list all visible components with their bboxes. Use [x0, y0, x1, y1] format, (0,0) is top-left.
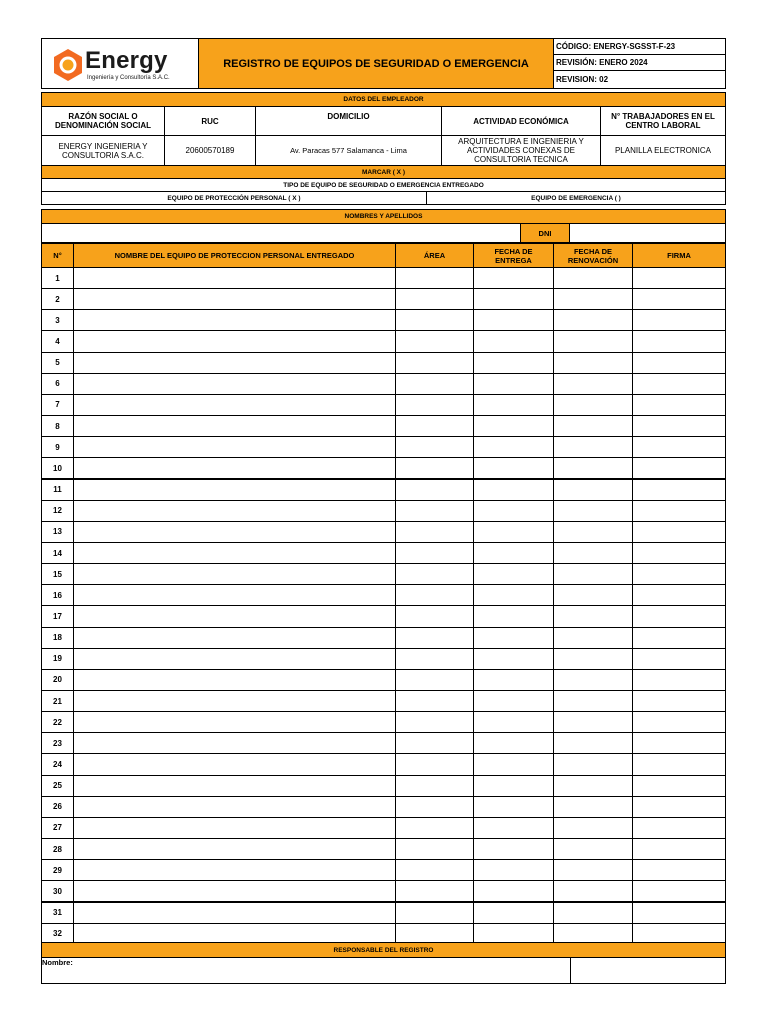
col-header-num: N° [41, 243, 74, 268]
fecha-renovacion-cell[interactable] [553, 479, 633, 501]
firma-cell[interactable] [632, 775, 726, 797]
table-row [41, 479, 726, 501]
row-number: 17 [41, 605, 74, 627]
row-number: 1 [41, 267, 74, 289]
row-number: 14 [41, 542, 74, 564]
fecha-renovacion-cell[interactable] [553, 394, 633, 416]
row-number: 12 [41, 500, 74, 522]
trabajadores-label: N° TRABAJADORES EN EL CENTRO LABORAL [600, 106, 726, 136]
fecha-entrega-cell[interactable] [473, 309, 554, 331]
firma-cell[interactable] [632, 711, 726, 733]
form-sheet [41, 38, 726, 984]
equipo-cell[interactable] [73, 309, 396, 331]
dni-field[interactable] [569, 223, 726, 243]
area-cell[interactable] [395, 267, 474, 289]
area-cell[interactable] [395, 711, 474, 733]
area-cell[interactable] [395, 753, 474, 775]
empleador-section-title: DATOS DEL EMPLEADOR [41, 92, 726, 107]
row-number: 13 [41, 521, 74, 543]
area-cell[interactable] [395, 690, 474, 712]
row-number: 6 [41, 373, 74, 395]
area-cell[interactable] [395, 584, 474, 606]
row-number: 21 [41, 690, 74, 712]
area-cell[interactable] [395, 330, 474, 352]
firma-cell[interactable] [632, 859, 726, 881]
equipo-cell[interactable] [73, 288, 396, 310]
logo-wordmark: Energy [85, 47, 168, 74]
row-number: 19 [41, 648, 74, 670]
area-cell[interactable] [395, 859, 474, 881]
table-row [41, 584, 726, 606]
table-row [41, 330, 726, 352]
logo-cell [41, 38, 199, 89]
col-header-equipo: NOMBRE DEL EQUIPO DE PROTECCION PERSONAL ENTREGADO [73, 243, 396, 268]
table-row [41, 394, 726, 416]
domicilio-label: DOMICILIO [255, 106, 442, 136]
area-cell[interactable] [395, 542, 474, 564]
table-row [41, 309, 726, 331]
fecha-entrega-cell[interactable] [473, 775, 554, 797]
firma-cell[interactable] [632, 267, 726, 289]
firma-cell[interactable] [632, 690, 726, 712]
fecha-renovacion-cell[interactable] [553, 711, 633, 733]
fecha-renovacion-cell[interactable] [553, 352, 633, 374]
fecha-renovacion-cell[interactable] [553, 880, 633, 902]
firma-cell[interactable] [632, 500, 726, 522]
firma-cell[interactable] [632, 817, 726, 839]
firma-cell[interactable] [632, 605, 726, 627]
fecha-renovacion-cell[interactable] [553, 373, 633, 395]
equipment-table-body [41, 267, 726, 943]
firma-cell[interactable] [632, 415, 726, 437]
area-cell[interactable] [395, 796, 474, 818]
fecha-renovacion-cell[interactable] [553, 267, 633, 289]
fecha-entrega-cell[interactable] [473, 288, 554, 310]
firma-cell[interactable] [632, 838, 726, 860]
table-row [41, 838, 726, 860]
fecha-renovacion-cell[interactable] [553, 648, 633, 670]
equipo-cell[interactable] [73, 838, 396, 860]
equipo-cell[interactable] [73, 796, 396, 818]
dni-label: DNI [520, 223, 570, 243]
emergencia-option[interactable]: EQUIPO DE EMERGENCIA ( ) [426, 191, 726, 205]
area-cell[interactable] [395, 732, 474, 754]
fecha-renovacion-cell[interactable] [553, 753, 633, 775]
area-cell[interactable] [395, 415, 474, 437]
fecha-entrega-cell[interactable] [473, 521, 554, 543]
row-number: 4 [41, 330, 74, 352]
firma-cell[interactable] [632, 584, 726, 606]
fecha-renovacion-cell[interactable] [553, 309, 633, 331]
row-number: 20 [41, 669, 74, 691]
domicilio-value: Av. Paracas 577 Salamanca - Lima [255, 135, 442, 166]
fecha-renovacion-cell[interactable] [553, 521, 633, 543]
area-cell[interactable] [395, 436, 474, 458]
row-number: 22 [41, 711, 74, 733]
firma-cell[interactable] [632, 627, 726, 649]
row-number: 9 [41, 436, 74, 458]
responsable-title: RESPONSABLE DEL REGISTRO [41, 942, 726, 958]
area-cell[interactable] [395, 288, 474, 310]
col-header-fecha-entrega: FECHA DE ENTREGA [473, 243, 554, 268]
logo-subtitle: Ingeniería y Consultoría S.A.C. [87, 75, 170, 81]
equipo-cell[interactable] [73, 457, 396, 479]
row-number: 15 [41, 563, 74, 585]
fecha-renovacion-cell[interactable] [553, 542, 633, 564]
responsable-nombre-field[interactable] [41, 957, 571, 984]
hexagon-ring-logo-icon [51, 48, 85, 82]
fecha-entrega-cell[interactable] [473, 584, 554, 606]
equipo-cell[interactable] [73, 775, 396, 797]
row-number: 26 [41, 796, 74, 818]
table-row [41, 627, 726, 649]
firma-cell[interactable] [632, 521, 726, 543]
row-number: 18 [41, 627, 74, 649]
equipo-cell[interactable] [73, 627, 396, 649]
area-cell[interactable] [395, 521, 474, 543]
firma-cell[interactable] [632, 373, 726, 395]
fecha-renovacion-cell[interactable] [553, 457, 633, 479]
area-cell[interactable] [395, 605, 474, 627]
firma-cell[interactable] [632, 479, 726, 501]
equipo-cell[interactable] [73, 330, 396, 352]
table-row [41, 880, 726, 902]
table-row [41, 521, 726, 543]
razon-social-value: ENERGY INGENIERIA Y CONSULTORIA S.A.C. [41, 135, 165, 166]
fecha-entrega-cell[interactable] [473, 690, 554, 712]
area-cell[interactable] [395, 902, 474, 924]
fecha-entrega-cell[interactable] [473, 732, 554, 754]
table-row [41, 542, 726, 564]
table-row [41, 267, 726, 289]
fecha-entrega-cell[interactable] [473, 711, 554, 733]
equipo-cell[interactable] [73, 732, 396, 754]
fecha-renovacion-cell[interactable] [553, 627, 633, 649]
table-row [41, 732, 726, 754]
area-cell[interactable] [395, 838, 474, 860]
fecha-renovacion-cell[interactable] [553, 838, 633, 860]
fecha-renovacion-cell[interactable] [553, 563, 633, 585]
fecha-entrega-cell[interactable] [473, 627, 554, 649]
revision-number: REVISION: 02 [553, 70, 726, 89]
firma-cell[interactable] [632, 669, 726, 691]
fecha-entrega-cell[interactable] [473, 563, 554, 585]
fecha-renovacion-cell[interactable] [553, 732, 633, 754]
firma-cell[interactable] [632, 902, 726, 924]
fecha-renovacion-cell[interactable] [553, 669, 633, 691]
equipo-cell[interactable] [73, 648, 396, 670]
equipo-cell[interactable] [73, 479, 396, 501]
row-number: 23 [41, 732, 74, 754]
row-number: 5 [41, 352, 74, 374]
trabajadores-value: PLANILLA ELECTRONICA [600, 135, 726, 166]
area-cell[interactable] [395, 648, 474, 670]
firma-cell[interactable] [632, 753, 726, 775]
area-cell[interactable] [395, 817, 474, 839]
row-number: 10 [41, 457, 74, 479]
fecha-renovacion-cell[interactable] [553, 796, 633, 818]
row-number: 32 [41, 923, 74, 945]
fecha-entrega-cell[interactable] [473, 542, 554, 564]
marcar-title: MARCAR ( X ) [41, 165, 726, 179]
firma-cell[interactable] [632, 330, 726, 352]
firma-cell[interactable] [632, 732, 726, 754]
fecha-renovacion-cell[interactable] [553, 817, 633, 839]
fecha-renovacion-cell[interactable] [553, 330, 633, 352]
actividad-label: ACTIVIDAD ECONÓMICA [441, 106, 601, 136]
area-cell[interactable] [395, 394, 474, 416]
fecha-entrega-cell[interactable] [473, 352, 554, 374]
equipo-cell[interactable] [73, 267, 396, 289]
equipo-cell[interactable] [73, 859, 396, 881]
area-cell[interactable] [395, 880, 474, 902]
fecha-entrega-cell[interactable] [473, 373, 554, 395]
row-number: 24 [41, 753, 74, 775]
row-number: 16 [41, 584, 74, 606]
firma-cell[interactable] [632, 352, 726, 374]
firma-cell[interactable] [632, 457, 726, 479]
equipo-cell[interactable] [73, 605, 396, 627]
row-number: 28 [41, 838, 74, 860]
col-header-firma: FIRMA [632, 243, 726, 268]
table-row [41, 563, 726, 585]
area-cell[interactable] [395, 669, 474, 691]
equipo-cell[interactable] [73, 584, 396, 606]
firma-cell[interactable] [632, 288, 726, 310]
table-row [41, 753, 726, 775]
firma-cell[interactable] [632, 796, 726, 818]
actividad-value: ARQUITECTURA E INGENIERIA Y ACTIVIDADES CONEXAS DE CONSULTORIA TECNICA [441, 135, 601, 166]
row-number: 8 [41, 415, 74, 437]
equipo-cell[interactable] [73, 394, 396, 416]
area-cell[interactable] [395, 373, 474, 395]
row-number: 31 [41, 902, 74, 924]
table-row [41, 775, 726, 797]
equipo-cell[interactable] [73, 500, 396, 522]
table-row [41, 690, 726, 712]
row-number: 7 [41, 394, 74, 416]
row-number: 29 [41, 859, 74, 881]
ruc-label: RUC [164, 106, 256, 136]
area-cell[interactable] [395, 309, 474, 331]
fecha-entrega-cell[interactable] [473, 267, 554, 289]
fecha-entrega-cell[interactable] [473, 605, 554, 627]
table-row [41, 902, 726, 924]
form-title: REGISTRO DE EQUIPOS DE SEGURIDAD O EMERGENCIA [198, 38, 554, 89]
nombre-label: Nombre: [42, 958, 73, 967]
equipo-cell[interactable] [73, 669, 396, 691]
area-cell[interactable] [395, 627, 474, 649]
table-row [41, 436, 726, 458]
fecha-renovacion-cell[interactable] [553, 605, 633, 627]
firma-cell[interactable] [632, 542, 726, 564]
fecha-entrega-cell[interactable] [473, 902, 554, 924]
fecha-entrega-cell[interactable] [473, 669, 554, 691]
fecha-renovacion-cell[interactable] [553, 775, 633, 797]
firma-cell[interactable] [632, 394, 726, 416]
nombres-apellidos-field[interactable] [41, 223, 521, 243]
fecha-renovacion-cell[interactable] [553, 859, 633, 881]
responsable-firma-field[interactable] [570, 957, 726, 984]
table-row [41, 288, 726, 310]
fecha-renovacion-cell[interactable] [553, 584, 633, 606]
firma-cell[interactable] [632, 648, 726, 670]
area-cell[interactable] [395, 479, 474, 501]
ruc-value: 20600570189 [164, 135, 256, 166]
table-row [41, 648, 726, 670]
row-number: 27 [41, 817, 74, 839]
fecha-entrega-cell[interactable] [473, 753, 554, 775]
firma-cell[interactable] [632, 880, 726, 902]
fecha-entrega-cell[interactable] [473, 436, 554, 458]
fecha-entrega-cell[interactable] [473, 394, 554, 416]
row-number: 2 [41, 288, 74, 310]
area-cell[interactable] [395, 563, 474, 585]
equipo-cell[interactable] [73, 373, 396, 395]
table-row [41, 457, 726, 479]
firma-cell[interactable] [632, 436, 726, 458]
fecha-entrega-cell[interactable] [473, 500, 554, 522]
table-row [41, 352, 726, 374]
area-cell[interactable] [395, 457, 474, 479]
fecha-entrega-cell[interactable] [473, 648, 554, 670]
area-cell[interactable] [395, 352, 474, 374]
table-row [41, 605, 726, 627]
equipo-cell[interactable] [73, 415, 396, 437]
equipo-cell[interactable] [73, 563, 396, 585]
col-header-fecha-renovacion: FECHA DE RENOVACIÓN [553, 243, 633, 268]
col-header-area: ÁREA [395, 243, 474, 268]
fecha-entrega-cell[interactable] [473, 859, 554, 881]
epp-option[interactable]: EQUIPO DE PROTECCIÓN PERSONAL ( X ) [41, 191, 427, 205]
fecha-entrega-cell[interactable] [473, 415, 554, 437]
fecha-renovacion-cell[interactable] [553, 436, 633, 458]
firma-cell[interactable] [632, 563, 726, 585]
equipo-cell[interactable] [73, 542, 396, 564]
area-cell[interactable] [395, 500, 474, 522]
fecha-entrega-cell[interactable] [473, 817, 554, 839]
fecha-entrega-cell[interactable] [473, 838, 554, 860]
table-row [41, 373, 726, 395]
fecha-entrega-cell[interactable] [473, 796, 554, 818]
table-row [41, 500, 726, 522]
fecha-renovacion-cell[interactable] [553, 690, 633, 712]
fecha-renovacion-cell[interactable] [553, 902, 633, 924]
revision-date: REVISIÓN: ENERO 2024 [553, 54, 726, 71]
row-number: 3 [41, 309, 74, 331]
fecha-renovacion-cell[interactable] [553, 288, 633, 310]
document-code: CÓDIGO: ENERGY-SGSST-F-23 [553, 38, 726, 55]
row-number: 11 [41, 479, 74, 501]
firma-cell[interactable] [632, 309, 726, 331]
table-row [41, 669, 726, 691]
equipo-cell[interactable] [73, 902, 396, 924]
fecha-entrega-cell[interactable] [473, 330, 554, 352]
equipo-cell[interactable] [73, 711, 396, 733]
tipo-equipo-label: TIPO DE EQUIPO DE SEGURIDAD O EMERGENCIA ENTREGADO [41, 178, 726, 192]
fecha-entrega-cell[interactable] [473, 457, 554, 479]
equipo-cell[interactable] [73, 436, 396, 458]
equipo-cell[interactable] [73, 753, 396, 775]
table-row [41, 711, 726, 733]
table-row [41, 796, 726, 818]
row-number: 25 [41, 775, 74, 797]
table-row [41, 817, 726, 839]
equipo-cell[interactable] [73, 690, 396, 712]
row-number: 30 [41, 880, 74, 902]
razon-social-label: RAZÓN SOCIAL O DENOMINACIÓN SOCIAL [41, 106, 165, 136]
fecha-entrega-cell[interactable] [473, 479, 554, 501]
fecha-entrega-cell[interactable] [473, 880, 554, 902]
fecha-renovacion-cell[interactable] [553, 415, 633, 437]
equipo-cell[interactable] [73, 352, 396, 374]
area-cell[interactable] [395, 775, 474, 797]
equipo-cell[interactable] [73, 817, 396, 839]
equipo-cell[interactable] [73, 880, 396, 902]
table-row [41, 415, 726, 437]
fecha-renovacion-cell[interactable] [553, 500, 633, 522]
table-row [41, 859, 726, 881]
equipo-cell[interactable] [73, 521, 396, 543]
nombres-apellidos-title: NOMBRES Y APELLIDOS [41, 209, 726, 224]
